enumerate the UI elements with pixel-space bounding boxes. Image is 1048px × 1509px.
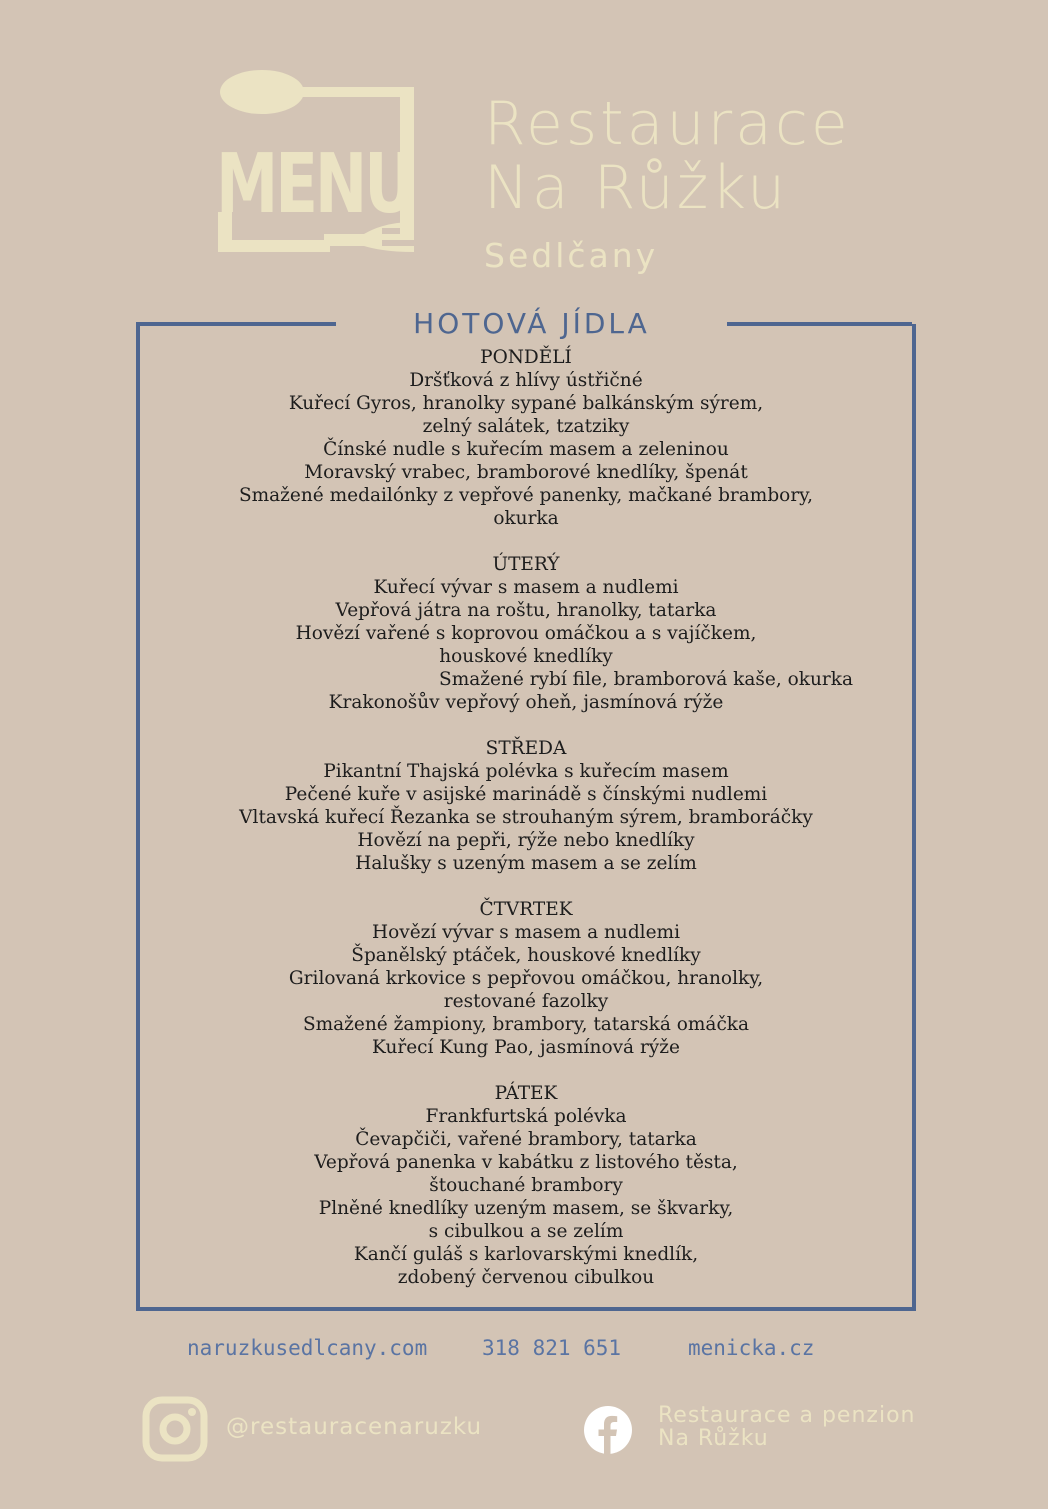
day-section	[140, 1082, 912, 1289]
instagram-icon[interactable]	[142, 1396, 208, 1462]
dish-item: Frankfurtská polévka	[425, 1106, 627, 1127]
facebook-page-line1: Restaurace a penzion	[658, 1403, 916, 1428]
dish-item: Halušky s uzeným masem a se zelím	[355, 853, 697, 874]
dish-item: Kuřecí Gyros, hranolky sypané balkánským sýrem,	[288, 393, 764, 414]
day-name: ČTVRTEK	[479, 899, 573, 920]
dish-item: zdobený červenou cibulkou	[397, 1267, 655, 1288]
phone-number[interactable]: 318 821 651	[482, 1336, 622, 1360]
dish-item: Kuřecí Kung Pao, jasmínová rýže	[372, 1037, 680, 1058]
dish-item: Vltavská kuřecí Řezanka se strouhaným sýrem, bramboráčky	[239, 807, 813, 828]
dish-item: Grilovaná krkovice s pepřovou omáčkou, hranolky,	[288, 968, 764, 989]
day-section	[140, 898, 912, 1059]
dish-item: Dršťková z hlívy ústřičné	[409, 370, 643, 391]
dish-item: zelný salátek, tzatziky	[422, 416, 630, 437]
dish-item: Pečené kuře v asijské marinádě s čínskými nudlemi	[284, 784, 768, 805]
facebook-page-line2: Na Růžku	[658, 1426, 769, 1451]
day-section	[140, 737, 912, 875]
logo-text: MENU	[216, 137, 412, 232]
dish-item: houskové knedlíky	[439, 646, 613, 667]
facebook-page[interactable]	[658, 1404, 915, 1450]
menicka-link[interactable]: menicka.cz	[688, 1336, 815, 1360]
facebook-icon[interactable]	[583, 1405, 633, 1455]
dish-item: Smažené rybí file, bramborová kaše, okurka	[439, 669, 853, 690]
dish-item: s cibulkou a se zelím	[428, 1221, 624, 1242]
dish-item: štouchané brambory	[429, 1175, 623, 1196]
restaurant-name-line2: Na Růžku	[484, 153, 789, 223]
dish-item: Moravský vrabec, bramborové knedlíky, špenát	[304, 462, 748, 483]
menu-heading: HOTOVÁ JÍDLA	[413, 307, 650, 340]
dish-item: Čínské nudle s kuřecím masem a zeleninou	[323, 439, 729, 460]
dish-item: restované fazolky	[443, 991, 609, 1012]
dish-item: Plněné knedlíky uzeným masem, se škvarky,	[318, 1198, 734, 1219]
restaurant-name-line1: Restaurace	[484, 89, 851, 159]
frame-top-left-line	[136, 322, 336, 326]
dish-item: Vepřová panenka v kabátku z listového těsta,	[314, 1152, 738, 1173]
dish-item: Hovězí vařené s koprovou omáčkou a s vajíčkem,	[295, 623, 757, 644]
website-link[interactable]: naruzkusedlcany.com	[187, 1336, 428, 1360]
day-section	[140, 346, 912, 530]
dish-item: Pikantní Thajská polévka s kuřecím masem	[323, 761, 729, 782]
dish-item: Vepřová játra na roštu, hranolky, tatarka	[335, 600, 717, 621]
dish-item: Hovězí na pepři, rýže nebo knedlíky	[357, 830, 695, 851]
restaurant-city: Sedlčany	[484, 236, 659, 275]
menu-list	[140, 346, 912, 1312]
restaurant-name	[484, 89, 851, 223]
day-name: PONDĚLÍ	[480, 347, 572, 368]
day-name: PÁTEK	[494, 1083, 558, 1104]
dish-item: okurka	[493, 508, 559, 529]
dish-item: Kuřecí vývar s masem a nudlemi	[373, 577, 679, 598]
menu-logo-icon	[214, 62, 420, 284]
day-name: ÚTERÝ	[492, 554, 560, 575]
frame-top-right-line	[727, 322, 912, 326]
dish-item: Smažené žampiony, brambory, tatarská omáčka	[302, 1014, 750, 1035]
day-name: STŘEDA	[485, 738, 567, 759]
dish-item: Španělský ptáček, houskové knedlíky	[351, 945, 701, 966]
dish-item: Smažené medailónky z vepřové panenky, mačkané brambory,	[238, 485, 814, 506]
dish-item: Hovězí vývar s masem a nudlemi	[371, 922, 681, 943]
instagram-handle[interactable]: @restauracenaruzku	[226, 1414, 483, 1440]
dish-item: Kančí guláš s karlovarskými knedlík,	[353, 1244, 699, 1265]
dish-item: Čevapčiči, vařené brambory, tatarka	[355, 1129, 697, 1150]
dish-item: Krakonošův vepřový oheň, jasmínová rýže	[328, 692, 724, 713]
day-section	[140, 553, 912, 714]
